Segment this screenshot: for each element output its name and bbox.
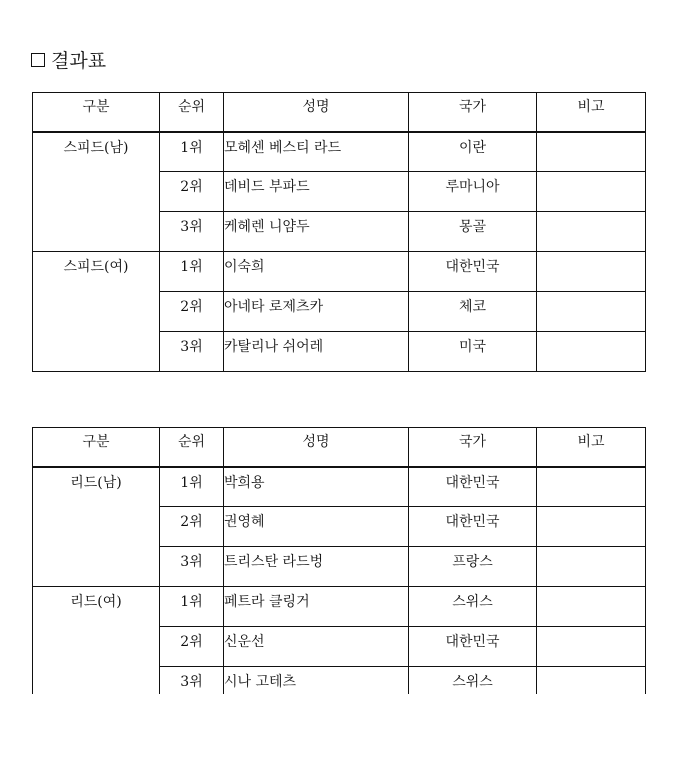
country-cell: 프랑스 — [409, 547, 537, 587]
column-header-rank: 순위 — [160, 428, 224, 467]
name-cell: 페트라 클링거 — [224, 587, 409, 627]
name-cell: 트리스탄 라드벙 — [224, 547, 409, 587]
rank-cell: 1위 — [160, 587, 224, 627]
note-cell — [537, 507, 646, 547]
name-cell: 신운선 — [224, 627, 409, 667]
page-title: 결과표 — [51, 50, 107, 72]
name-cell: 아네타 로제츠카 — [224, 292, 409, 332]
column-header-name: 성명 — [224, 93, 409, 132]
country-cell: 스위스 — [409, 667, 537, 695]
name-cell: 권영혜 — [224, 507, 409, 547]
lead-results-table — [32, 427, 646, 694]
name-cell: 카탈리나 쉬어레 — [224, 332, 409, 372]
note-cell — [537, 587, 646, 627]
rank-cell: 3위 — [160, 212, 224, 252]
table-row — [33, 587, 646, 627]
name-cell: 이숙희 — [224, 252, 409, 292]
table-row — [33, 467, 646, 507]
rank-cell: 2위 — [160, 292, 224, 332]
country-cell: 스위스 — [409, 587, 537, 627]
country-cell: 이란 — [409, 132, 537, 172]
rank-cell: 3위 — [160, 547, 224, 587]
rank-cell: 2위 — [160, 627, 224, 667]
note-cell — [537, 547, 646, 587]
rank-cell: 1위 — [160, 467, 224, 507]
column-header-rank: 순위 — [160, 93, 224, 132]
rank-cell: 3위 — [160, 332, 224, 372]
rank-cell: 2위 — [160, 507, 224, 547]
category-cell: 스피드(여) — [33, 252, 160, 372]
country-cell: 대한민국 — [409, 252, 537, 292]
column-header-category: 구분 — [33, 93, 160, 132]
category-cell: 스피드(남) — [33, 132, 160, 252]
note-cell — [537, 467, 646, 507]
note-cell — [537, 667, 646, 695]
country-cell: 대한민국 — [409, 627, 537, 667]
column-header-category: 구분 — [33, 428, 160, 467]
name-cell: 케헤렌 니얌두 — [224, 212, 409, 252]
rank-cell: 1위 — [160, 252, 224, 292]
column-header-note: 비고 — [537, 428, 646, 467]
category-cell: 리드(여) — [33, 587, 160, 695]
country-cell: 체코 — [409, 292, 537, 332]
column-header-country: 국가 — [409, 93, 537, 132]
rank-cell: 1위 — [160, 132, 224, 172]
name-cell: 박희용 — [224, 467, 409, 507]
note-cell — [537, 627, 646, 667]
name-cell: 데비드 부파드 — [224, 172, 409, 212]
category-cell: 리드(남) — [33, 467, 160, 587]
column-header-note: 비고 — [537, 93, 646, 132]
country-cell: 루마니아 — [409, 172, 537, 212]
rank-cell: 2위 — [160, 172, 224, 212]
table-header-row — [33, 428, 646, 467]
name-cell: 시나 고테츠 — [224, 667, 409, 695]
country-cell: 몽골 — [409, 212, 537, 252]
column-header-name: 성명 — [224, 428, 409, 467]
country-cell: 미국 — [409, 332, 537, 372]
name-cell: 모헤센 베스티 라드 — [224, 132, 409, 172]
country-cell: 대한민국 — [409, 507, 537, 547]
column-header-country: 국가 — [409, 428, 537, 467]
rank-cell: 3위 — [160, 667, 224, 695]
country-cell: 대한민국 — [409, 467, 537, 507]
